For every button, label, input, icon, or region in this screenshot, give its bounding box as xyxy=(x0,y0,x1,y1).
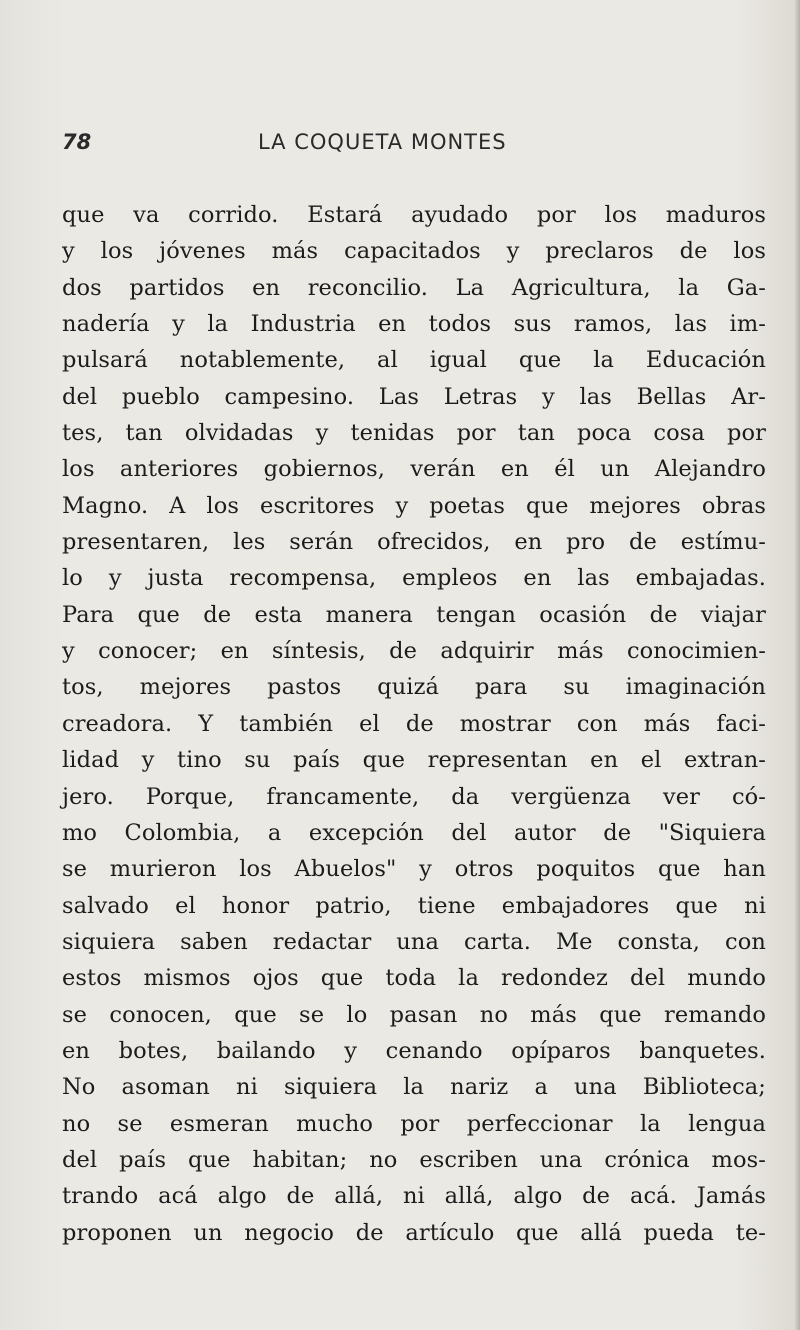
text-line: No asoman ni siquiera la nariz a una Biblioteca; xyxy=(62,1074,766,1101)
text-line: lo y justa recompensa, empleos en las embajadas. xyxy=(62,565,766,592)
text-line: los anteriores gobiernos, verán en él un Alejandro xyxy=(62,456,766,483)
text-line: y los jóvenes más capacitados y preclaros de los xyxy=(62,238,766,265)
page-number: 78 xyxy=(62,130,92,154)
text-line: que va corrido. Estará ayudado por los maduros xyxy=(62,202,766,228)
text-line: estos mismos ojos que toda la redondez del mundo xyxy=(62,965,766,992)
page-edge-shadow xyxy=(794,0,800,1330)
text-line: no se esmeran mucho por perfeccionar la lengua xyxy=(62,1110,766,1137)
text-line: pulsará notablemente, al igual que la Educación xyxy=(62,347,766,374)
text-line: se conocen, que se lo pasan no más que remando xyxy=(62,1001,766,1028)
text-line: salvado el honor patrio, tiene embajadores que ni xyxy=(62,892,766,919)
text-line: mo Colombia, a excepción del autor de "Siquiera xyxy=(62,819,766,846)
text-line: jero. Porque, francamente, da vergüenza ver có- xyxy=(62,783,766,810)
running-head: LA COQUETA MONTES xyxy=(258,130,507,154)
text-line: presentaren, les serán ofrecidos, en pro de estímu- xyxy=(62,529,766,556)
text-line: tes, tan olvidadas y tenidas por tan poca cosa por xyxy=(62,420,766,447)
text-line: trando acá algo de allá, ni allá, algo de acá. Jamás xyxy=(62,1183,766,1210)
text-line: del país que habitan; no escriben una crónica mos- xyxy=(62,1146,766,1173)
text-line: siquiera saben redactar una carta. Me consta, con xyxy=(62,928,766,955)
text-line: y conocer; en síntesis, de adquirir más conocimien- xyxy=(62,638,766,665)
text-line: del pueblo campesino. Las Letras y las Bellas Ar- xyxy=(62,383,766,410)
text-line: dos partidos en reconcilio. La Agricultura, la Ga- xyxy=(62,274,766,301)
text-line: proponen un negocio de artículo que allá pueda te- xyxy=(62,1219,766,1246)
text-line: tos, mejores pastos quizá para su imaginación xyxy=(62,674,766,701)
text-line: Magno. A los escritores y poetas que mejores obras xyxy=(62,492,766,519)
text-line: creadora. Y también el de mostrar con más faci- xyxy=(62,710,766,737)
page-header xyxy=(62,130,762,160)
text-line: Para que de esta manera tengan ocasión de viajar xyxy=(62,601,766,628)
text-line: se murieron los Abuelos" y otros poquitos que han xyxy=(62,856,766,883)
text-line: lidad y tino su país que representan en el extran- xyxy=(62,747,766,774)
text-line: nadería y la Industria en todos sus ramos, las im- xyxy=(62,311,766,338)
text-line: en botes, bailando y cenando opíparos banquetes. xyxy=(62,1037,766,1064)
body-text xyxy=(62,197,766,1251)
